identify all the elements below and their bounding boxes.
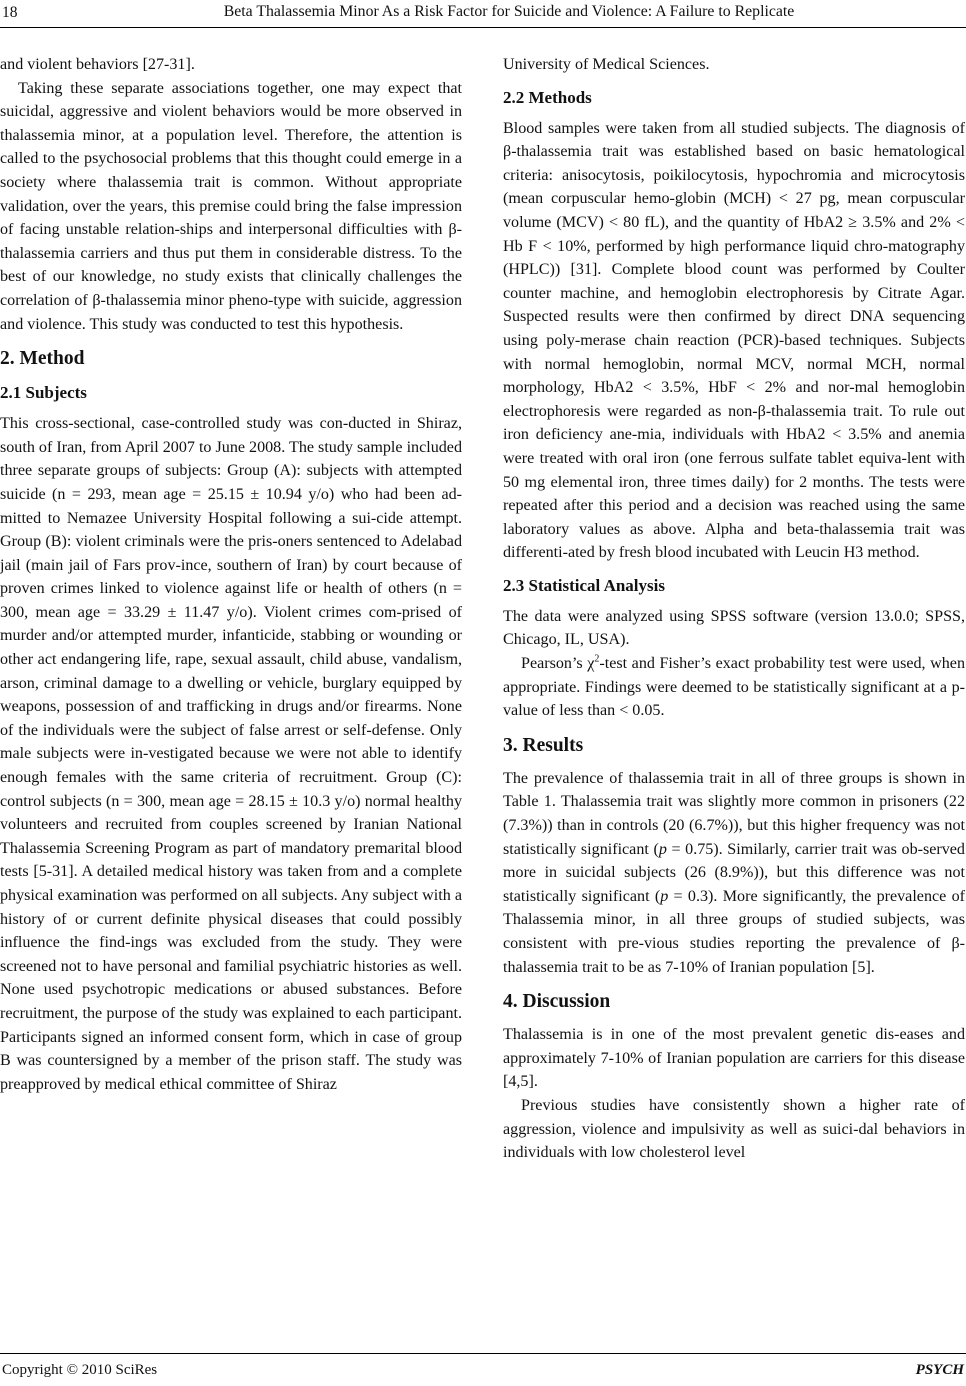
methods-paragraph: Blood samples were taken from all studied subjects. The diagnosis of β-thalassemia trait was established based on basic hematological criteria: anisocytosis, poikilocytosis, hypochromia and microcytosis (mean corpuscular hemo-globin (MCH) < 27 pg, mean corpuscular volume (MCV) < 80 fL), and the quantity of HbA2 ≥ 3.5% and 2% < Hb F < 10%, performed by high performance liquid chro-matography (HPLC)) [31]. Complete blood count was performed by Coulter counter machine, and hemoglobin electrophoresis by Citrate Agar. Suspected results were then confirmed by direct DNA sequencing using poly-merase chain reaction (PCR)-based techniques. Subjects with normal hemoglobin, normal MCV, normal MCH, normal morphology, HbA2 < 3.5%, HbF < 2% and nor-mal hemoglobin electrophoresis were regarded as non-β-thalassemia trait. To rule out iron deficiency ane-mia, individuals with HbA2 < 3.5% and anemia were treated with oral iron (one ferrous sulfate tablet equiva-lent with 50 mg elemental iron, three times daily) for 2 months. The tests were repeated after this period and a decision was reached using the same laboratory values as above. Alpha and beta-thalassemia trait was differenti-ated by fresh blood incubated with Leucin H3 method.	[503, 119, 965, 562]
results-text-2: = 0.75). Similarly, carrier trait was ob-served more in suicidal subjects (26 (8.9%)), but this difference was not statistically significant (	[503, 840, 965, 905]
method-heading: 2. Method	[0, 348, 85, 370]
results-heading: 3. Results	[503, 734, 584, 756]
right-column	[503, 53, 965, 1165]
discussion-paragraph-1: Thalassemia is in one of the most prevalent genetic dis-eases and approximately 7-10% of Iranian population are carriers for this disease [4,5].	[503, 1026, 965, 1091]
results-paragraph	[503, 767, 965, 979]
discussion-paragraph-2: Previous studies have consistently shown a higher rate of aggression, violence and impulsivity as well as suici-dal behaviors in individuals with low cholesterol level	[503, 1096, 965, 1162]
stat-text-a: Pearson’s χ	[521, 655, 595, 673]
discussion-heading: 4. Discussion	[503, 991, 611, 1013]
results-text-3: = 0.3). More significantly, the prevalence of Thalassemia minor, in all three groups of studied subjects, was consistent with pre-vious studies reporting the prevalence of β-thalassemia trait to be as 7-10% of Iranian population [5].	[503, 887, 965, 976]
intro-end-paragraph: and violent behaviors [27-31].	[0, 56, 195, 73]
statistical-analysis-heading: 2.3 Statistical Analysis	[503, 575, 665, 595]
results-text-1: The prevalence of thalassemia trait in all of three groups is shown in Table 1. Thalassemia trait was slightly more common in prisoners (22 (7.3%)) than in controls (20 (6.7%)), but this higher frequency was not statistically significant (	[503, 769, 965, 858]
page-footer	[0, 1359, 966, 1381]
footer-rule	[0, 1353, 966, 1354]
page-number: 18	[2, 4, 18, 21]
header-rule	[0, 27, 966, 28]
methods-heading: 2.2 Methods	[503, 87, 592, 107]
stat-text-b: -test and Fisher’s exact probability test were used, when appropriate. Findings were deemed to be statistically significant at a p-value of less than < 0.05.	[503, 655, 965, 720]
journal-name: PSYCH	[915, 1362, 964, 1378]
running-title: Beta Thalassemia Minor As a Risk Factor for Suicide and Violence: A Failure to Replicate	[223, 3, 795, 20]
stat-paragraph-2	[503, 652, 965, 723]
chi-square-superscript: 2	[594, 653, 600, 665]
university-line: University of Medical Sciences.	[503, 56, 710, 73]
copyright-notice: Copyright © 2010 SciRes	[2, 1362, 158, 1378]
hypothesis-paragraph: Taking these separate associations together, one may expect that suicidal, aggressive and violent behaviors would be more observed in thalassemia minor, at a population level. Therefore, the attention is called to the psychosocial problems that this thought could emerge in a society where thalassemia trait is common. Without appropriate validation, over the years, this premise could bring the false impression of facing unstable relation-ships and interpersonal difficulties with β-thalassemia carriers and thus put them in considerable distress. To the best of our knowledge, no study exists that clinically challenges the correlation of β-thalassemia minor pheno-type with suicide, aggression and violence. This study was conducted to test this hypothesis.	[0, 79, 462, 333]
stat-paragraph-1: The data were analyzed using SPSS software (version 13.0.0; SPSS, Chicago, IL, USA).	[503, 607, 965, 649]
p-value-symbol-2: p	[660, 887, 669, 905]
subjects-paragraph: This cross-sectional, case-controlled study was con-ducted in Shiraz, south of Iran, from April 2007 to June 2008. The study sample included three separate groups of subjects: Group (A): subjects with attempted suicide (n = 293, mean age = 25.15 ± 10.94 y/o) who had been ad-mitted to Nemazee University Hospital following a sui-cide attempt. Group (B): violent criminals were the pris-oners sentenced to Adelabad jail (main jail of Fars prov-ince, southern of Iran) by court because of proven crimes linked to violence against life or health of others (n = 300, mean age = 33.29 ± 11.47 y/o). Violent crimes com-prised of murder and/or attempted murder, infanticide, stabbing or wounding or other act endangering life, rape, sexual assault, child abuse, vandalism, arson, criminal damage to a dwelling or vehicle, burglary equipped by weapons, possession of and trafficking in drugs and/or firearms. None of the individuals were the subject of false arrest or self-defense. Only male subjects were in-vestigated because we were not able to identify enough females with the same criteria of recruitment. Group (C): control subjects (n = 300, mean age = 28.15 ± 10.3 y/o) normal healthy volunteers and recruited from couples screened by Iranian National Thalassemia Screening Program as part of mandatory premarital blood tests [5-31]. A detailed medical history was taken from and a complete physical examination was performed on all subjects. Any subject with a history of or current definite physical diseases that could possibly influence the find-ings was excluded from the study. They were screened not to have personal and familial psychiatric histories as well. None used psychotropic medications or abused substances. Before recruitment, the purpose of the study was explained to each participant. Participants signed an informed consent form, which in case of group B was countersigned by a member of the prison staff. The study was preapproved by medical ethical committee of Shiraz	[0, 415, 462, 1093]
left-column	[0, 53, 462, 1096]
page-header	[0, 0, 966, 26]
p-value-symbol-1: p	[658, 840, 667, 858]
subjects-heading: 2.1 Subjects	[0, 383, 87, 403]
